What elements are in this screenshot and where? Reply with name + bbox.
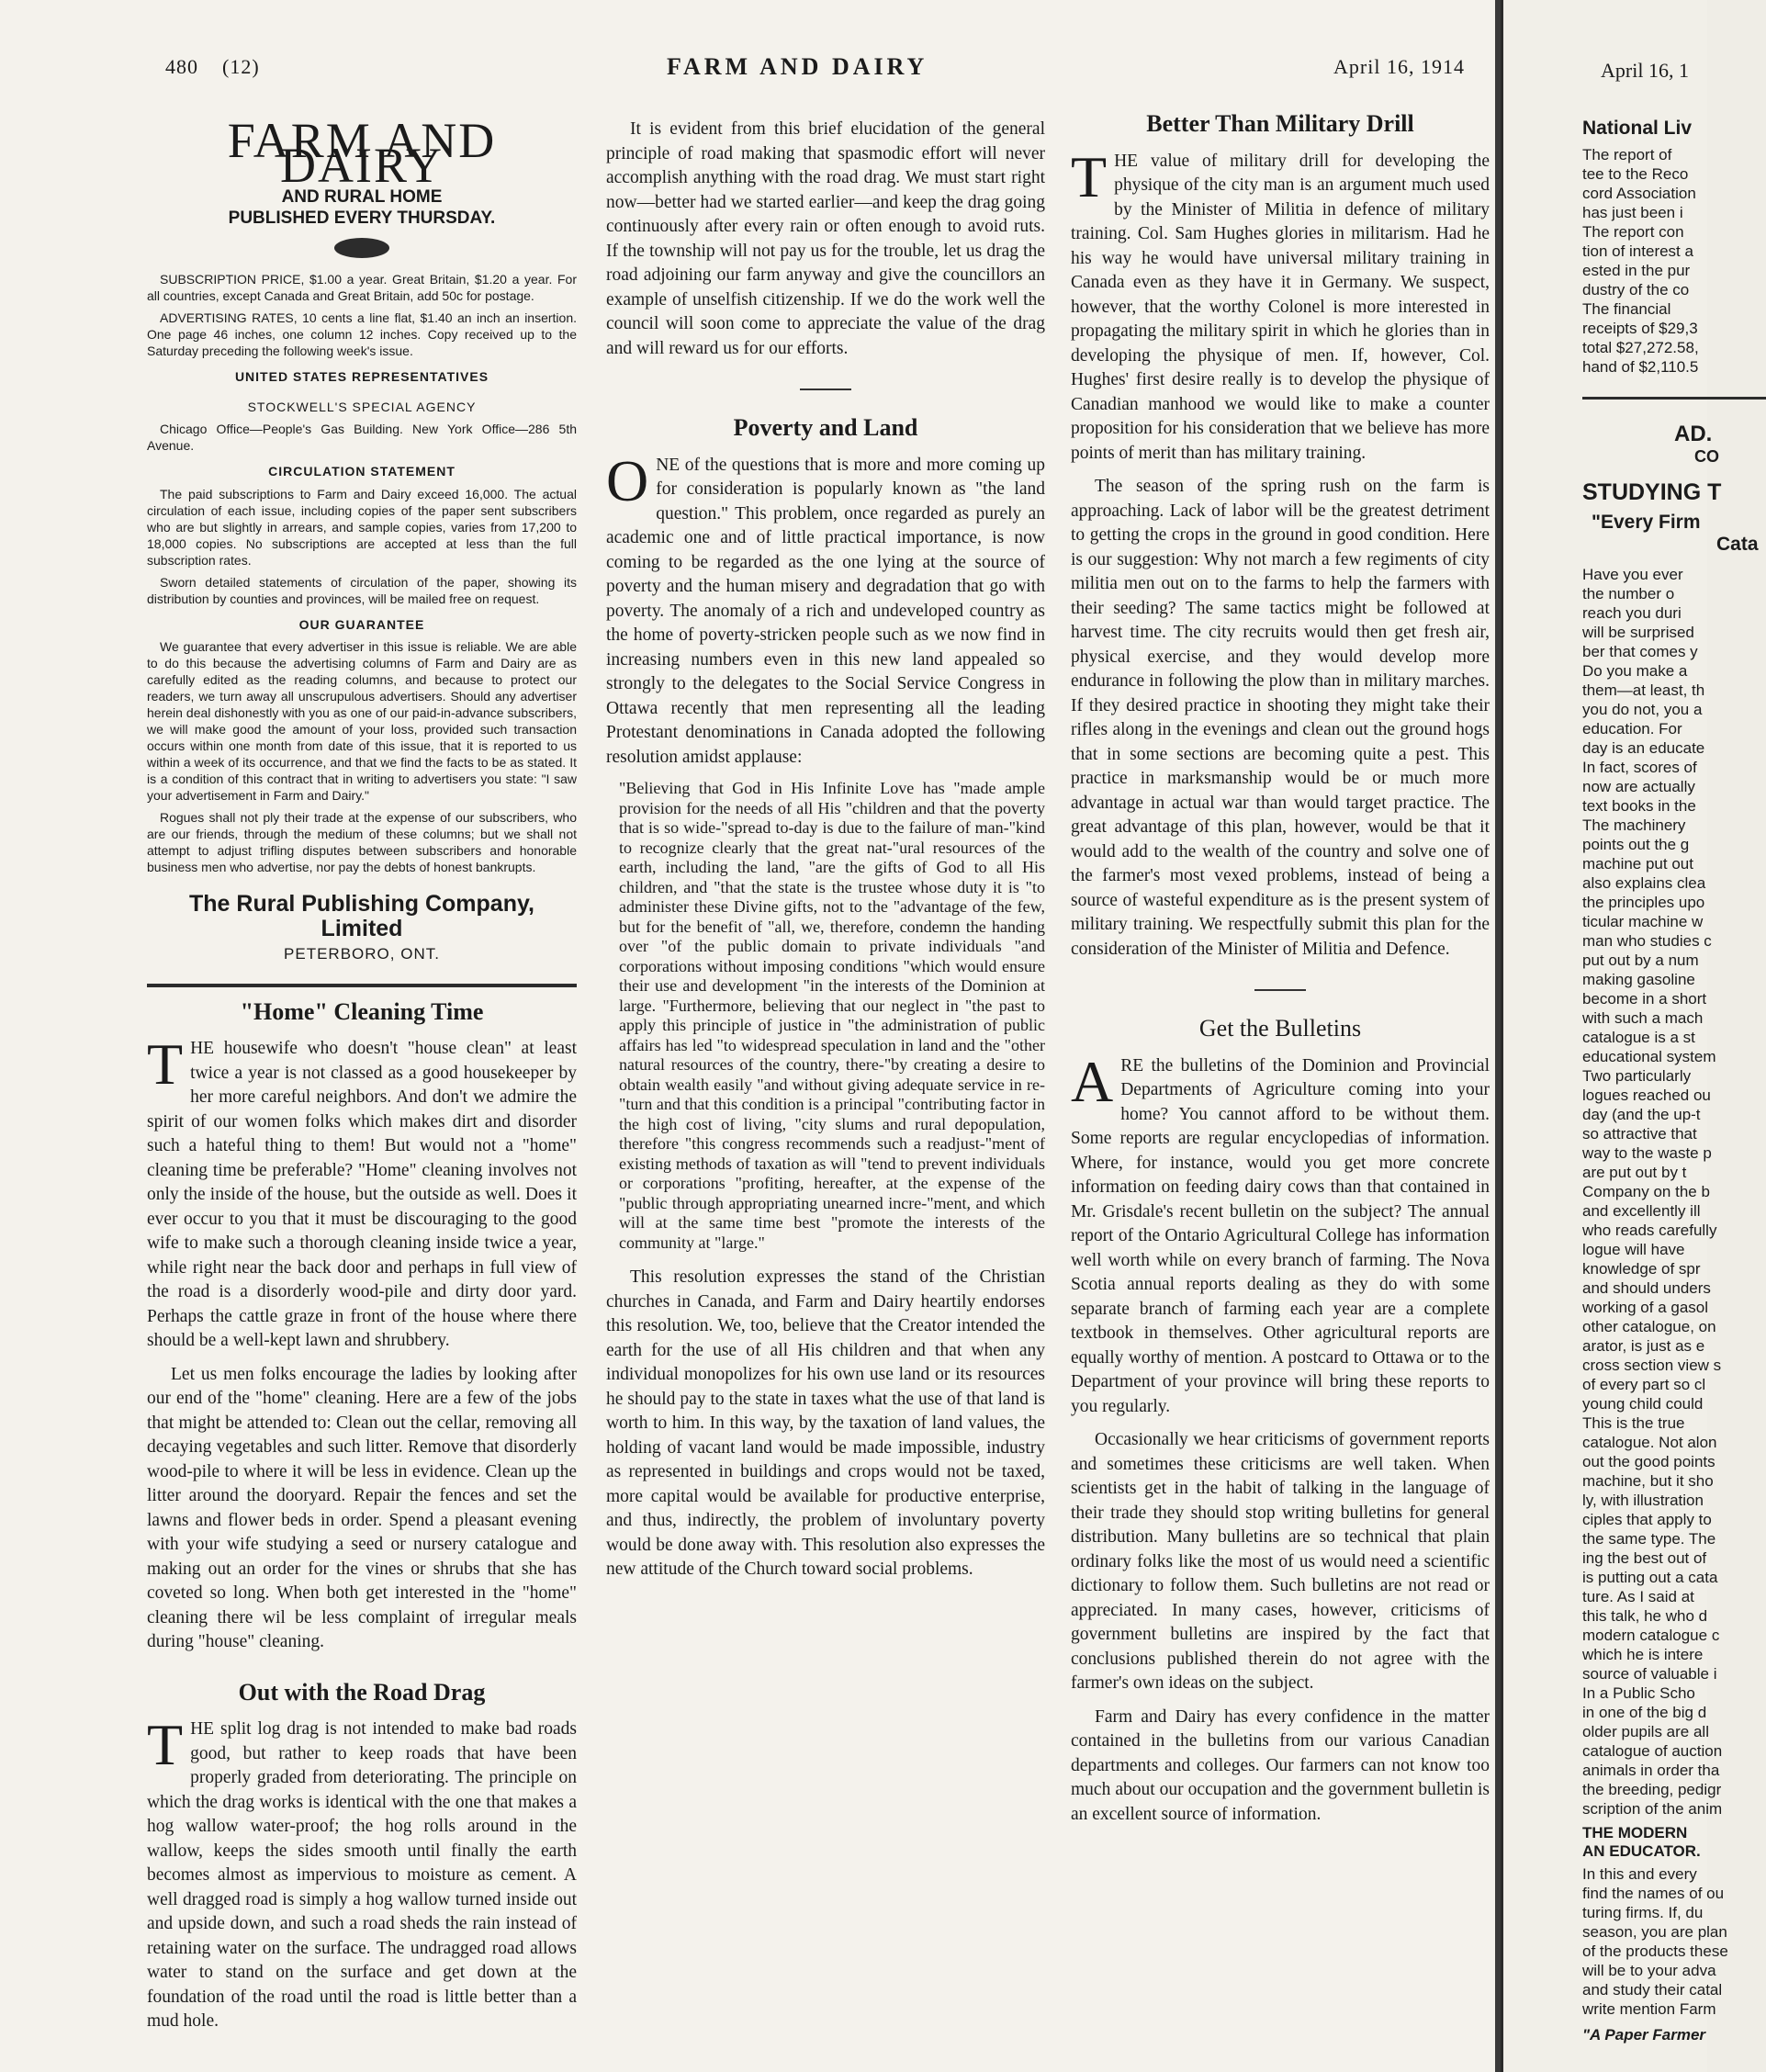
adjacent-text-line: catalogue is a st xyxy=(1582,1029,1695,1046)
adjacent-heading: National Liv xyxy=(1582,118,1693,139)
adjacent-text-line: The report of xyxy=(1582,146,1672,163)
adjacent-text-line: also explains clea xyxy=(1582,874,1706,892)
article-body: The season of the spring rush on the farm is approaching. Lack of labor will be the greatest detriment to getting the crops in the ground in good condition. Here is our suggestion: Why not march a few regiments of city militia men out on to the farms to help the farmers with their seeding? The same tactics might be followed at harvest time. The city recruits would then get fresh air, physical exercise, and they would develop more endurance in following the plow than in military marches. If they desired practice in shooting they might take their rifles along in the evenings and clean out the ground hogs that in some sections are becoming quite a pest. This practice in marksmanship would be or much more advantage in actual war than would target practice. The great advantage of this plan, however, would be that it would add to the wealth of the country and solve one of the farmer's most vexed problems, instead of being a source of wasteful expenditure as is the present system of military training. We respectfully submit this plan for the consideration of the Minister of Militia and Defence. xyxy=(1071,477,1490,959)
adjacent-text-line: this talk, he who d xyxy=(1582,1607,1708,1625)
adjacent-text-line: Company on the b xyxy=(1582,1183,1710,1200)
adjacent-text-line: ber that comes y xyxy=(1582,643,1698,660)
adjacent-text-line: will be to your adva xyxy=(1582,1962,1716,1979)
adjacent-text-line: catalogue. Not alon xyxy=(1582,1434,1717,1451)
adjacent-text-line: of the products these xyxy=(1582,1942,1728,1960)
adjacent-lines xyxy=(1582,145,1766,377)
adjacent-text-line: making gasoline xyxy=(1582,971,1695,988)
column-1 xyxy=(147,113,577,2044)
adjacent-text-line: logues reached ou xyxy=(1582,1087,1711,1104)
article-body: ONE of the questions that is more and more coming up for consideration is popularly known as "the land question." This problem, once regarded as purely an academic one and of little practical importance, is now coming to be regarded as the one lying at the source of poverty and the human misery and degradation that go with poverty. The anomaly of a rich and undeveloped country as the home of poverty-stricken people such as we now find in increasing numbers even in this new land appealed so strongly to the delegates to the Social Service Congress in Ottawa recently that men representing all the leading Protestant denominations in Canada adopted the following resolution amidst applause: xyxy=(606,447,1045,767)
adjacent-text-line: who reads carefully xyxy=(1582,1222,1717,1239)
adjacent-text-line: and should unders xyxy=(1582,1279,1711,1297)
adjacent-text-line: In a Public Scho xyxy=(1582,1684,1695,1702)
adjacent-text-line: the breeding, pedigr xyxy=(1582,1781,1722,1798)
adjacent-text-line: knowledge of spr xyxy=(1582,1260,1701,1278)
ornament-icon xyxy=(334,238,389,258)
article-title-home-cleaning: "Home" Cleaning Time xyxy=(240,997,484,1025)
article-body: Let us men folks encourage the ladies by looking after our end of the "home" cleaning. Here are a few of the jobs that might be attended to: Clean out the cellar, removing all decaying vegetables and such litter. Remove that disorderly wood-pile to where it will be less in evidence. Clean up the litter around the dooryard. Repair the fences and set the lawns and flower beds in order. Spend a pleasant evening with your wife studying a seed or nursery catalogue and making out an order for the vines or shrubs that she has coveted so long. When both get interested in the "home" cleaning there wil be less complaint of irregular meals during "house" cleaning. xyxy=(147,1364,577,1651)
adjacent-text-line: Two particularly xyxy=(1582,1067,1692,1085)
adjacent-text-line: the principles upo xyxy=(1582,894,1705,911)
adjacent-text-line: machine, but it sho xyxy=(1582,1472,1714,1490)
adjacent-text-line: points out the g xyxy=(1582,836,1690,853)
running-title: FARM AND DAIRY xyxy=(667,53,928,80)
adjacent-article-subtitle: "Every Firm xyxy=(1592,512,1701,533)
adjacent-footer: "A Paper Farmer xyxy=(1582,2026,1706,2044)
adjacent-text-line: ested in the pur xyxy=(1582,262,1691,279)
adjacent-subheading-2: AN EDUCATOR. xyxy=(1582,1842,1701,1860)
article-body: THE value of military drill for developing the physique of the city man is an argument much used by the Minister of Militia in defence of military training. Col. Sam Hughes glories in militarism. Had he his way he would have universal military training in Canada even as they have it in Germany. We suspect, however, that the worthy Colonel is more interested in propagating the military spirit in which he glories than in developing the physique of men. If, however, Col. Hughes' first desire really is to develop the physique of Canadian manhood we would like to make a counter proposition for his consideration that we believe has more points of merit than has military training. xyxy=(1071,143,1490,463)
adjacent-text-line: out the good points xyxy=(1582,1453,1715,1470)
masthead-title: FARM AND DAIRY xyxy=(227,113,497,193)
subscription-info: SUBSCRIPTION PRICE, $1.00 a year. Great Britain, $1.20 a year. For all countries, except Canada and Great Britain, add 50c for postage. xyxy=(147,272,577,303)
adjacent-text-line: season, you are plan xyxy=(1582,1923,1727,1941)
article-body: ARE the bulletins of the Dominion and Provincial Departments of Agriculture coming into your home? You cannot afford to be without them. Some reports are regular encyclopedias of information. Where, for instance, would you get more concrete information on feeding dairy cows than that contained in Mr. Grisdale's recent bulletin on the subject? The annual report of the Ontario Agricultural College has information well worth while on every branch of farming. The Nova Scotia annual reports dealing as they do with some separate branch of farming each year are a complete textbook in themselves. Other agricultural reports are equally worthy of mention. A postcard to Ottawa or to the Department of your province will bring these reports to you regularly. xyxy=(1071,1048,1490,1416)
adjacent-text-line: reach you duri xyxy=(1582,604,1682,622)
column-3 xyxy=(1071,108,1490,1836)
adjacent-text-line: receipts of $29,3 xyxy=(1582,320,1698,337)
adjacent-text-line: hand of $2,110.5 xyxy=(1582,358,1699,376)
advertising-info: ADVERTISING RATES, 10 cents a line flat, $1.40 an inch an insertion. One page 46 inches, one column 12 inches. Copy received up to the Saturday preceding the following week's issue. xyxy=(147,310,577,358)
masthead-published: PUBLISHED EVERY THURSDAY. xyxy=(228,208,496,228)
adjacent-text-line: day (and the up-t xyxy=(1582,1106,1701,1123)
adjacent-text-line: working of a gasol xyxy=(1582,1299,1709,1316)
adjacent-text-line: This is the true xyxy=(1582,1414,1685,1432)
adjacent-text-line: with such a mach xyxy=(1582,1009,1704,1027)
divider xyxy=(1582,397,1766,400)
drop-cap: T xyxy=(147,1031,184,1097)
adjacent-text-line: them—at least, th xyxy=(1582,681,1705,699)
adjacent-text-line: The machinery xyxy=(1582,816,1686,834)
adjacent-text-line: now are actually xyxy=(1582,778,1695,795)
page-number: 480 (12) xyxy=(165,55,260,78)
adjacent-text-line: day is an educate xyxy=(1582,739,1705,757)
adjacent-text-line: way to the waste p xyxy=(1582,1144,1712,1162)
adjacent-subheading: THE MODERN xyxy=(1582,1824,1688,1841)
adjacent-text-line: The report con xyxy=(1582,223,1684,241)
adjacent-text-line: In fact, scores of xyxy=(1582,759,1697,776)
representatives-heading: UNITED STATES REPRESENTATIVES xyxy=(234,369,489,384)
adjacent-text-line: modern catalogue c xyxy=(1582,1627,1720,1644)
adjacent-text-line: total $27,272.58, xyxy=(1582,339,1699,356)
column-2 xyxy=(606,118,1045,1592)
publisher-place: PETERBORO, ONT. xyxy=(284,945,440,963)
drop-cap: A xyxy=(1071,1048,1114,1114)
article-body: Occasionally we hear criticisms of government reports and sometimes these criticisms are well taken. When scientists get in the habit of talking in the language of their trade they should stop writing bulletins for general distribution. Many bulletins are so technical that plain ordinary folks like the most of us would need a scientific dictionary to follow them. Such bulletins are not read or appreciated. In many cases, however, criticisms of government bulletins are inspired by the fact that conclusions published therein do not agree with the farmer's own ideas on the subject. xyxy=(1071,1430,1490,1693)
adjacent-text-line: are put out by t xyxy=(1582,1164,1687,1181)
guarantee-text: We guarantee that every advertiser in this issue is reliable. We are able to do this because the advertising columns of Farm and Dairy are as carefully edited as the reading columns, and because to protect our readers, we turn away all unscrupulous advertisers. Should any advertiser herein deal dishonestly with you as one of our paid-in-advance subscribers, we will make good the amount of your loss, provided such transaction occurs within one month from date of this issue, that it is reported to us within a week of its occurrence, and that we find the facts to be as stated. It is a condition of this contract that in writing to advertisers you state: "I saw your advertisement in Farm and Dairy." xyxy=(147,639,577,803)
adjacent-text-line: education. For xyxy=(1582,720,1682,738)
adjacent-text-line: and study their catal xyxy=(1582,1981,1723,1999)
adjacent-text-line: tion of interest a xyxy=(1582,242,1693,260)
adjacent-lines xyxy=(1582,1864,1766,2019)
resolution-quote: "Believing that God in His Infinite Love has "made ample provision for the needs of all His "children and that the poverty that is so wide-"spread to-day is due to the failure of man-"kind to recognize clearly that the great nat-"ural resources of the earth, including the land, "are the gifts of God to all His children, and "that the state is the trustee whose duty it is "to administer these Divine gifts, not to the "advantage of the few, but for the benefit of "all, we, therefore, condemn the handing over "of the public domain to private individuals "and corporations without imposing conditions "which would ensure their use and development "in the interests of the Dominion at large. "Furthermore, believing that our neglect in "the past to apply this principle of justice in "the administration of public affairs has led "to widespread speculation in land and the "other natural resources of the country, there-"by creating a desire to obtain wealth easily "and without giving adequate service in re-"turn and that this condition is a principal "contributing factor in the high cost of living, "city slums and rural depopulation, therefore "this congress recommends such a readjust-"ment of existing methods of taxation as will "tend to prevent individuals or corporations "profiting, hereafter, at the expense of the "public through appropriating unearned incre-"ment, and which will at the same time best "promote the interests of the community at "large." xyxy=(619,779,1045,1252)
adjacent-text-line: older pupils are all xyxy=(1582,1723,1709,1740)
adjacent-text-line: text books in the xyxy=(1582,797,1696,815)
sworn-statement: Sworn detailed statements of circulation of the paper, showing its distribution by counties and provinces, will be mailed free on request. xyxy=(147,574,577,606)
adjacent-text-line: become in a short xyxy=(1582,990,1707,1008)
divider xyxy=(147,984,577,987)
adjacent-column xyxy=(1582,118,1766,2044)
article-body: This resolution expresses the stand of the Christian churches in Canada, and Farm and Dairy heartily endorses this resolution. We, too, believe that the Creator intended the earth for the use of all His children and that when any individual monopolizes for his own use land or its resources he should pay to the state in taxes what the use of that land is worth to him. In this way, by the taxation of land values, the holding of vacant land would be made impossible, industry as represented in buildings and crops would not be taxed, more capital would be available for productive enterprise, and thus, indirectly, the problem of involuntary poverty would be done away with. This resolution also expresses the new attitude of the Church toward social problems. xyxy=(606,1267,1045,1579)
guarantee-heading: OUR GUARANTEE xyxy=(298,616,425,632)
adjacent-text-line: man who studies c xyxy=(1582,932,1712,950)
adjacent-text-line: so attractive that xyxy=(1582,1125,1697,1143)
article-body: THE split log drag is not intended to make bad roads good, but rather to keep roads that have been properly graded from deteriorating. The principle on which the drag works is identical with the one that makes a hog wallow water-proof; the hog rolls around in the wallow, keeps the sides smooth until finally the earth becomes almost as impervious to moisture as cement. A well dragged road is simply a hog wallow turned inside out and upside down, and such a road sheds the rain instead of retaining water on the surface. The undragged road allows water to stand on the surface and get down at the foundation of the road until the road is little better than a mud hole. xyxy=(147,1712,577,2031)
adjacent-article-title: STUDYING T xyxy=(1582,479,1722,505)
adjacent-text-line: educational system xyxy=(1582,1048,1716,1065)
adjacent-lines xyxy=(1582,565,1766,1819)
adjacent-text-line: ing the best out of xyxy=(1582,1549,1707,1567)
adjacent-text-line: tee to the Reco xyxy=(1582,165,1689,183)
ad-subheading: CO xyxy=(1694,447,1719,466)
adjacent-text-line: cord Association xyxy=(1582,185,1696,202)
drop-cap: T xyxy=(1071,143,1108,209)
adjacent-text-line: the same type. The xyxy=(1582,1530,1716,1548)
adjacent-text-line: Do you make a xyxy=(1582,662,1688,680)
adjacent-text-line: Have you ever xyxy=(1582,566,1683,583)
adjacent-text-line: catalogue of auction xyxy=(1582,1742,1723,1760)
adjacent-text-line: turing firms. If, du xyxy=(1582,1904,1704,1921)
adjacent-text-line: which he is intere xyxy=(1582,1646,1704,1663)
drop-cap: T xyxy=(147,1712,184,1777)
adjacent-text-line: arator, is just as e xyxy=(1582,1337,1705,1355)
adjacent-text-line: In this and every xyxy=(1582,1865,1697,1883)
adjacent-text-line: logue will have xyxy=(1582,1241,1685,1258)
article-body: It is evident from this brief elucidation of the general principle of road making that spasmodic effort will never accomplish anything with the road drag. We must start right now—better had we started earlier—and keep the drag going continuously after every rain or often enough to avoid ruts. If the township will not pay us for the trouble, let us drag the road adjoining our farm anyway and give the councillors an example of unselfish citizenship. If we do the work well the council will soon come to appreciate the value of the drag and will reward us for our efforts. xyxy=(606,119,1045,358)
adjacent-page xyxy=(1501,0,1759,2072)
adjacent-text-line: The financial xyxy=(1582,300,1671,318)
adjacent-text-line: ly, with illustration xyxy=(1582,1492,1704,1509)
adjacent-text-line: in one of the big d xyxy=(1582,1704,1707,1721)
adjacent-article-subtitle-2: Cata xyxy=(1716,534,1759,555)
adjacent-text-line: write mention Farm xyxy=(1582,2000,1716,2018)
divider xyxy=(800,388,851,390)
page-date: April 16, 1914 xyxy=(1333,55,1465,78)
article-title-bulletins: Get the Bulletins xyxy=(1198,1015,1362,1042)
agency-name: STOCKWELL'S SPECIAL AGENCY xyxy=(247,399,477,414)
office-addresses: Chicago Office—People's Gas Building. New York Office—286 5th Avenue. xyxy=(147,422,577,453)
adjacent-text-line: young child could xyxy=(1582,1395,1704,1413)
adjacent-text-line: machine put out xyxy=(1582,855,1693,873)
circulation-statement: The paid subscriptions to Farm and Dairy exceed 16,000. The actual circulation of each issue, including copies of the paper sent subscribers who are but slightly in arrears, and sample copies, varies from 17,200 to 18,000 copies. No subscriptions are accepted at less than the full subscription rates. xyxy=(147,486,577,568)
article-title-poverty-land: Poverty and Land xyxy=(733,414,918,441)
adjacent-page-date: April 16, 1 xyxy=(1601,59,1689,82)
adjacent-text-line: has just been i xyxy=(1582,204,1683,221)
adjacent-text-line: put out by a num xyxy=(1582,952,1699,969)
article-body: THE housewife who doesn't "house clean" at least twice a year is not classed as a good housekeeper by her more careful neighbors. And don't we admire the spirit of our women folks which makes dirt and disorder such a hateful thing to them! But would not a "home" cleaning time be preferable? "Home" cleaning involves not only the inside of the house, but the outside as well. Does it ever occur to you that it must be discouraging to the good wife to make such a thorough cleaning inside twice a year, while right near the back door and perhaps in full view of the road is a disorderly wood-pile and dirty door yard. Perhaps the cattle graze in front of the house where there should be a well-kept lawn and shrubbery. xyxy=(147,1031,577,1350)
adjacent-text-line: dustry of the co xyxy=(1582,281,1690,298)
adjacent-text-line: of every part so cl xyxy=(1582,1376,1706,1393)
divider xyxy=(1254,989,1306,991)
adjacent-text-line: you do not, you a xyxy=(1582,701,1703,718)
drop-cap: O xyxy=(606,447,649,513)
adjacent-text-line: ciples that apply to xyxy=(1582,1511,1712,1528)
adjacent-text-line: other catalogue, on xyxy=(1582,1318,1716,1335)
adjacent-text-line: ticular machine w xyxy=(1582,913,1704,930)
adjacent-text-line: the number o xyxy=(1582,585,1675,602)
publisher-name: The Rural Publishing Company, Limited xyxy=(189,891,534,941)
circulation-heading: CIRCULATION STATEMENT xyxy=(268,464,456,479)
adjacent-text-line: will be surprised xyxy=(1582,624,1694,641)
masthead-subtitle: AND RURAL HOME xyxy=(281,187,443,207)
adjacent-text-line: ture. As I said at xyxy=(1582,1588,1694,1605)
adjacent-text-line: and excellently ill xyxy=(1582,1202,1701,1220)
article-title-road-drag: Out with the Road Drag xyxy=(238,1678,486,1706)
adjacent-text-line: is putting out a cata xyxy=(1582,1569,1718,1586)
article-body: Farm and Dairy has every confidence in the matter contained in the bulletins from our various Canadian departments and colleges. Our farmers can not know too much about our occupation and the government bulletin is an excellent source of information. xyxy=(1071,1706,1490,1824)
adjacent-text-line: cross section view s xyxy=(1582,1357,1722,1374)
ad-heading: AD. xyxy=(1674,422,1713,446)
article-title-military-drill: Better Than Military Drill xyxy=(1146,110,1414,137)
adjacent-text-line: animals in order tha xyxy=(1582,1762,1720,1779)
adjacent-text-line: scription of the anim xyxy=(1582,1800,1723,1818)
adjacent-text-line: source of valuable i xyxy=(1582,1665,1717,1683)
rogues-text: Rogues shall not ply their trade at the expense of our subscribers, who are our friends, through the medium of these columns; but we shall not attempt to adjust trifling disputes between subscribers and honorable business men who advertise, nor pay the debts of honest bankrupts. xyxy=(147,810,577,874)
adjacent-text-line: find the names of ou xyxy=(1582,1885,1725,1902)
